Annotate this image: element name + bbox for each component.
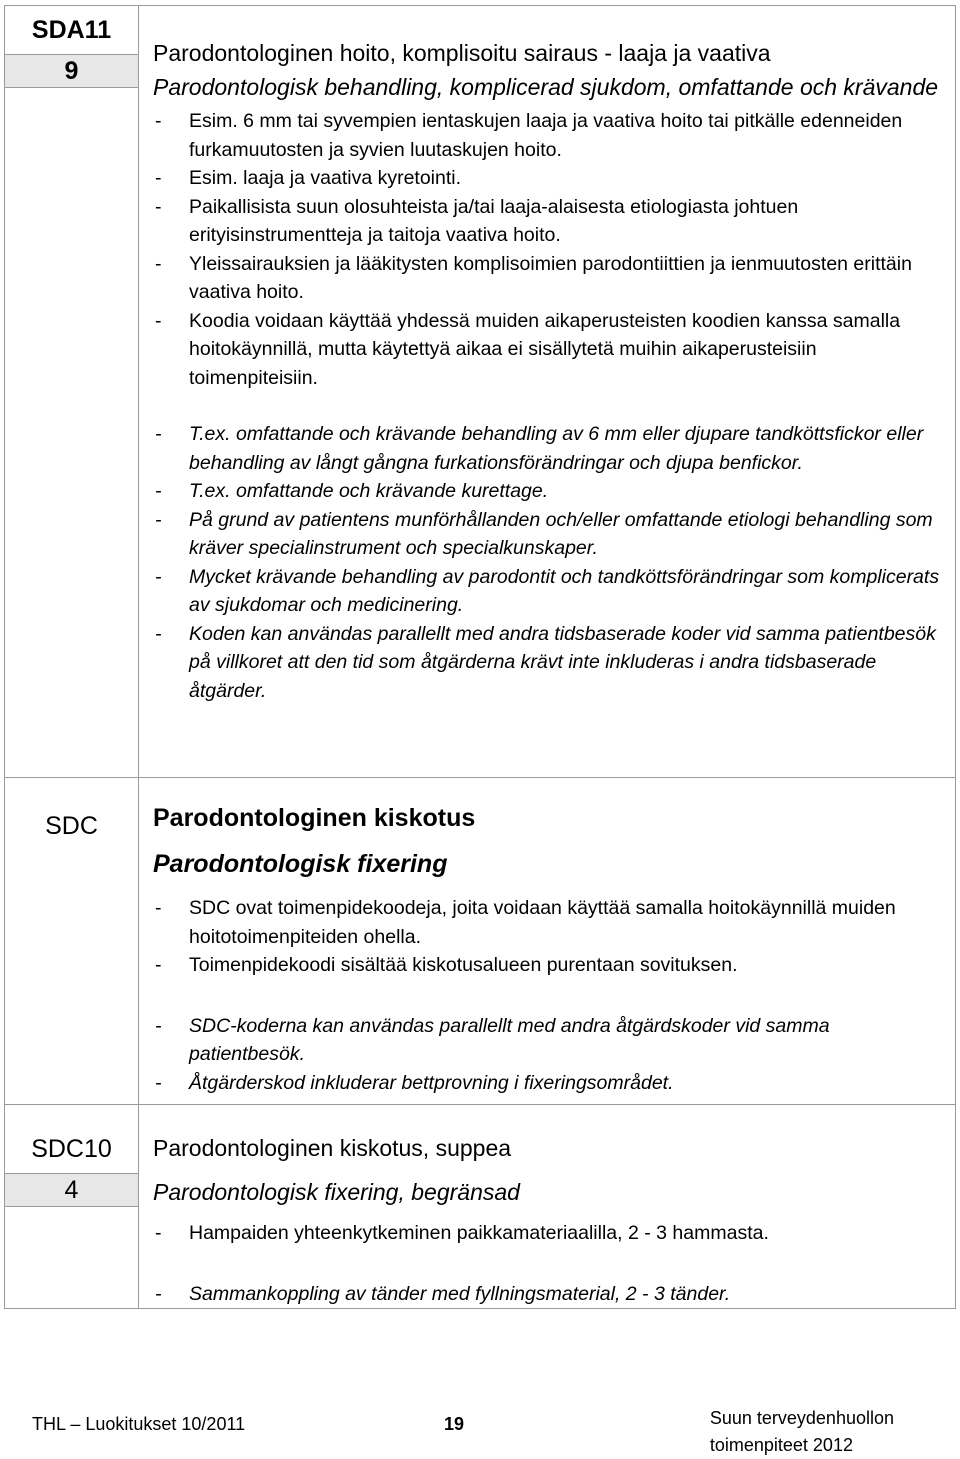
procedure-code: SDC10 <box>31 1135 112 1163</box>
finnish-notes <box>153 107 945 392</box>
footer-title-line: toimenpiteet 2012 <box>709 1435 853 1455</box>
procedure-points: 9 <box>5 54 138 88</box>
footer-title-line: Suun terveydenhuollon <box>709 1408 894 1428</box>
list-item: - T.ex. omfattande och krävande behandling av 6 mm eller djupare tandköttsfickor eller behandling av långt gångna furkationsförändringar och djupa benfickor. <box>153 420 945 477</box>
swedish-notes <box>153 1280 945 1309</box>
procedure-code: SDC <box>45 812 98 840</box>
description-cell <box>139 1105 956 1309</box>
code-cell <box>5 6 139 778</box>
code-row-sda11 <box>5 6 956 778</box>
list-item: - Esim. 6 mm tai syvempien ientaskujen laaja ja vaativa hoito tai pitkälle edenneiden furkamuutosten ja syvien luutaskujen hoito. <box>153 107 945 164</box>
footer-publisher: THL – Luokitukset 10/2011 <box>32 1414 246 1434</box>
procedure-code-table <box>4 5 956 1309</box>
description-cell <box>139 6 956 778</box>
list-item: - Toimenpidekoodi sisältää kiskotusalueen purentaan sovituksen. <box>153 951 945 980</box>
code-cell <box>5 1105 139 1309</box>
list-item: - Sammankoppling av tänder med fyllningsmaterial, 2 - 3 tänder. <box>153 1280 945 1309</box>
list-item: - På grund av patientens munförhållanden och/eller omfattande etiologi behandling som kräver specialinstrument och specialkunskaper. <box>153 506 945 563</box>
procedure-points: 4 <box>5 1173 138 1207</box>
title-finnish: Parodontologinen hoito, komplisoitu sairaus - laaja ja vaativa <box>153 40 771 66</box>
list-item: - Åtgärderskod inkluderar bettprovning i fixeringsområdet. <box>153 1069 945 1098</box>
swedish-notes <box>153 1012 945 1098</box>
swedish-notes <box>153 420 945 705</box>
finnish-notes <box>153 1219 945 1248</box>
code-row-sdc10 <box>5 1105 956 1309</box>
list-item: - Koden kan användas parallellt med andra tidsbaserade koder vid samma patientbesök på villkoret att den tid som åtgärderna krävt inte inkluderas i andra tidsbaserade åtgärder. <box>153 620 945 706</box>
title-swedish: Parodontologisk behandling, komplicerad sjukdom, omfattande och krävande <box>153 74 939 100</box>
code-cell <box>5 778 139 1105</box>
page-number: 19 <box>444 1414 465 1434</box>
footer-document-title <box>710 1405 894 1459</box>
list-item: - Mycket krävande behandling av parodontit och tandköttsförändringar som komplicerats av sjukdomar och medicinering. <box>153 563 945 620</box>
list-item: - SDC-koderna kan användas parallellt med andra åtgärdskoder vid samma patientbesök. <box>153 1012 945 1069</box>
list-item: - Hampaiden yhteenkytkeminen paikkamateriaalilla, 2 - 3 hammasta. <box>153 1219 945 1248</box>
list-item: - Yleissairauksien ja lääkitysten komplisoimien parodontiittien ja ienmuutosten erittäin vaativa hoito. <box>153 250 945 307</box>
list-item: - T.ex. omfattande och krävande kurettage. <box>153 477 945 506</box>
list-item: - SDC ovat toimenpidekoodeja, joita voidaan käyttää samalla hoitokäynnillä muiden hoitotoimenpiteiden ohella. <box>153 894 945 951</box>
list-item: - Koodia voidaan käyttää yhdessä muiden aikaperusteisten koodien kanssa samalla hoitokäynnillä, mutta käytettyä aikaa ei sisällytetä muihin aikaperusteisiin toimenpiteisiin. <box>153 307 945 393</box>
list-item: - Paikallisista suun olosuhteista ja/tai laaja-alaisesta etiologiasta johtuen erityisinstrumentteja ja taitoja vaativa hoito. <box>153 193 945 250</box>
finnish-notes <box>153 894 945 980</box>
list-item: - Esim. laaja ja vaativa kyretointi. <box>153 164 945 193</box>
title-finnish: Parodontologinen kiskotus, suppea <box>153 1135 512 1161</box>
code-row-sdc <box>5 778 956 1105</box>
title-swedish: Parodontologisk fixering <box>153 850 448 878</box>
procedure-code: SDA11 <box>31 16 112 44</box>
title-swedish: Parodontologisk fixering, begränsad <box>153 1179 520 1205</box>
title-finnish: Parodontologinen kiskotus <box>153 804 476 832</box>
description-cell <box>139 778 956 1105</box>
